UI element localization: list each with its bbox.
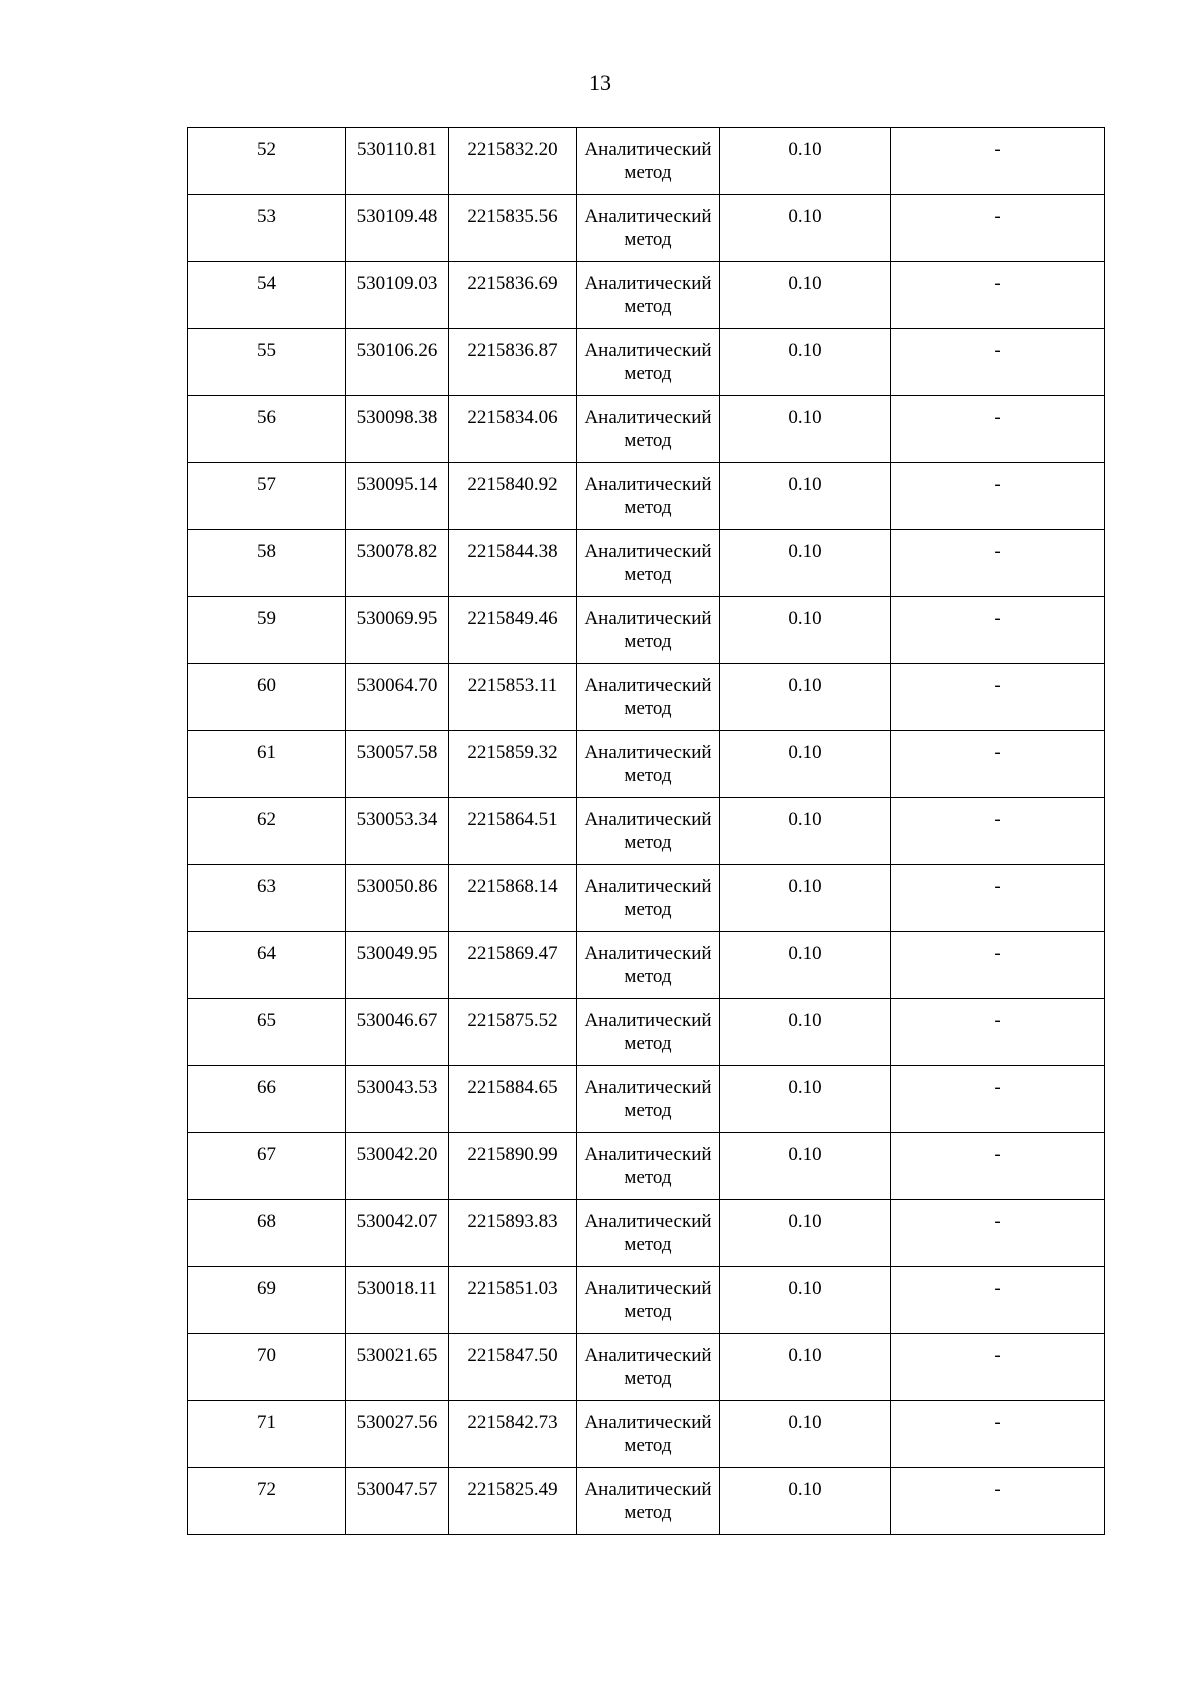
method-label-line2: метод [624, 430, 672, 451]
method-cell [577, 128, 720, 195]
method-label-line2: метод [624, 363, 672, 384]
y-coordinate-cell: 2215849.46 [449, 597, 577, 664]
x-coordinate-cell: 530095.14 [346, 463, 449, 530]
x-coordinate-cell: 530027.56 [346, 1401, 449, 1468]
point-number-cell: 54 [188, 262, 346, 329]
accuracy-cell: 0.10 [720, 798, 891, 865]
method-label-line1: Аналитический [584, 474, 712, 495]
accuracy-cell: 0.10 [720, 463, 891, 530]
note-cell: - [891, 128, 1105, 195]
coordinates-table-body [188, 128, 1105, 1535]
method-cell [577, 1468, 720, 1535]
method-label-line1: Аналитический [584, 139, 712, 160]
table-row [188, 195, 1105, 262]
point-number-cell: 67 [188, 1133, 346, 1200]
x-coordinate-cell: 530078.82 [346, 530, 449, 597]
method-cell [577, 597, 720, 664]
point-number-cell: 56 [188, 396, 346, 463]
method-label-line1: Аналитический [584, 1077, 712, 1098]
coordinates-table [187, 127, 1105, 1535]
method-label-line1: Аналитический [584, 1211, 712, 1232]
point-number-cell: 70 [188, 1334, 346, 1401]
point-number-cell: 65 [188, 999, 346, 1066]
method-label-line2: метод [624, 1502, 672, 1523]
accuracy-cell: 0.10 [720, 664, 891, 731]
note-cell: - [891, 999, 1105, 1066]
accuracy-cell: 0.10 [720, 1200, 891, 1267]
point-number-cell: 61 [188, 731, 346, 798]
accuracy-cell: 0.10 [720, 262, 891, 329]
method-label-line2: метод [624, 899, 672, 920]
accuracy-cell: 0.10 [720, 731, 891, 798]
note-cell: - [891, 262, 1105, 329]
point-number-cell: 53 [188, 195, 346, 262]
x-coordinate-cell: 530042.20 [346, 1133, 449, 1200]
y-coordinate-cell: 2215842.73 [449, 1401, 577, 1468]
x-coordinate-cell: 530047.57 [346, 1468, 449, 1535]
note-cell: - [891, 530, 1105, 597]
point-number-cell: 59 [188, 597, 346, 664]
accuracy-cell: 0.10 [720, 1334, 891, 1401]
table-row [188, 1334, 1105, 1401]
x-coordinate-cell: 530042.07 [346, 1200, 449, 1267]
x-coordinate-cell: 530109.03 [346, 262, 449, 329]
x-coordinate-cell: 530021.65 [346, 1334, 449, 1401]
table-row [188, 329, 1105, 396]
method-label-line1: Аналитический [584, 1345, 712, 1366]
note-cell: - [891, 1133, 1105, 1200]
y-coordinate-cell: 2215859.32 [449, 731, 577, 798]
y-coordinate-cell: 2215853.11 [449, 664, 577, 731]
note-cell: - [891, 1267, 1105, 1334]
note-cell: - [891, 932, 1105, 999]
accuracy-cell: 0.10 [720, 597, 891, 664]
point-number-cell: 52 [188, 128, 346, 195]
y-coordinate-cell: 2215851.03 [449, 1267, 577, 1334]
method-label-line2: метод [624, 1435, 672, 1456]
x-coordinate-cell: 530069.95 [346, 597, 449, 664]
method-label-line1: Аналитический [584, 876, 712, 897]
table-row [188, 396, 1105, 463]
point-number-cell: 63 [188, 865, 346, 932]
method-label-line1: Аналитический [584, 943, 712, 964]
table-row [188, 1401, 1105, 1468]
y-coordinate-cell: 2215875.52 [449, 999, 577, 1066]
method-cell [577, 1401, 720, 1468]
method-label-line1: Аналитический [584, 1278, 712, 1299]
accuracy-cell: 0.10 [720, 1468, 891, 1535]
y-coordinate-cell: 2215847.50 [449, 1334, 577, 1401]
method-label-line1: Аналитический [584, 608, 712, 629]
accuracy-cell: 0.10 [720, 1066, 891, 1133]
method-cell [577, 798, 720, 865]
table-row [188, 731, 1105, 798]
table-row [188, 262, 1105, 329]
method-cell [577, 1133, 720, 1200]
accuracy-cell: 0.10 [720, 1133, 891, 1200]
method-label-line2: метод [624, 832, 672, 853]
y-coordinate-cell: 2215844.38 [449, 530, 577, 597]
method-label-line2: метод [624, 1368, 672, 1389]
note-cell: - [891, 731, 1105, 798]
method-label-line1: Аналитический [584, 340, 712, 361]
accuracy-cell: 0.10 [720, 1267, 891, 1334]
table-row [188, 999, 1105, 1066]
y-coordinate-cell: 2215836.69 [449, 262, 577, 329]
note-cell: - [891, 329, 1105, 396]
table-row [188, 1200, 1105, 1267]
y-coordinate-cell: 2215835.56 [449, 195, 577, 262]
table-row [188, 1267, 1105, 1334]
method-label-line2: метод [624, 1234, 672, 1255]
accuracy-cell: 0.10 [720, 530, 891, 597]
note-cell: - [891, 1334, 1105, 1401]
point-number-cell: 64 [188, 932, 346, 999]
method-cell [577, 396, 720, 463]
x-coordinate-cell: 530106.26 [346, 329, 449, 396]
method-label-line2: метод [624, 296, 672, 317]
point-number-cell: 66 [188, 1066, 346, 1133]
note-cell: - [891, 664, 1105, 731]
accuracy-cell: 0.10 [720, 396, 891, 463]
method-label-line1: Аналитический [584, 1144, 712, 1165]
y-coordinate-cell: 2215864.51 [449, 798, 577, 865]
accuracy-cell: 0.10 [720, 128, 891, 195]
accuracy-cell: 0.10 [720, 1401, 891, 1468]
x-coordinate-cell: 530049.95 [346, 932, 449, 999]
method-cell [577, 1066, 720, 1133]
method-cell [577, 195, 720, 262]
method-label-line2: метод [624, 1301, 672, 1322]
method-cell [577, 530, 720, 597]
method-label-line1: Аналитический [584, 1010, 712, 1031]
table-row [188, 597, 1105, 664]
method-label-line1: Аналитический [584, 675, 712, 696]
method-cell [577, 731, 720, 798]
x-coordinate-cell: 530050.86 [346, 865, 449, 932]
y-coordinate-cell: 2215840.92 [449, 463, 577, 530]
x-coordinate-cell: 530110.81 [346, 128, 449, 195]
accuracy-cell: 0.10 [720, 329, 891, 396]
y-coordinate-cell: 2215868.14 [449, 865, 577, 932]
x-coordinate-cell: 530057.58 [346, 731, 449, 798]
method-cell [577, 1334, 720, 1401]
x-coordinate-cell: 530109.48 [346, 195, 449, 262]
point-number-cell: 60 [188, 664, 346, 731]
page-number: 13 [589, 70, 611, 95]
method-cell [577, 463, 720, 530]
table-row [188, 128, 1105, 195]
point-number-cell: 57 [188, 463, 346, 530]
note-cell: - [891, 1468, 1105, 1535]
method-label-line2: метод [624, 698, 672, 719]
method-label-line2: метод [624, 162, 672, 183]
point-number-cell: 71 [188, 1401, 346, 1468]
accuracy-cell: 0.10 [720, 195, 891, 262]
table-row [188, 932, 1105, 999]
y-coordinate-cell: 2215869.47 [449, 932, 577, 999]
method-label-line2: метод [624, 497, 672, 518]
method-label-line1: Аналитический [584, 541, 712, 562]
table-row [188, 865, 1105, 932]
accuracy-cell: 0.10 [720, 932, 891, 999]
method-label-line2: метод [624, 1100, 672, 1121]
method-label-line2: метод [624, 966, 672, 987]
note-cell: - [891, 1200, 1105, 1267]
y-coordinate-cell: 2215832.20 [449, 128, 577, 195]
table-row [188, 530, 1105, 597]
y-coordinate-cell: 2215836.87 [449, 329, 577, 396]
note-cell: - [891, 463, 1105, 530]
note-cell: - [891, 865, 1105, 932]
y-coordinate-cell: 2215884.65 [449, 1066, 577, 1133]
point-number-cell: 62 [188, 798, 346, 865]
point-number-cell: 58 [188, 530, 346, 597]
y-coordinate-cell: 2215893.83 [449, 1200, 577, 1267]
x-coordinate-cell: 530046.67 [346, 999, 449, 1066]
table-row [188, 664, 1105, 731]
point-number-cell: 69 [188, 1267, 346, 1334]
method-cell [577, 865, 720, 932]
method-cell [577, 262, 720, 329]
table-row [188, 1066, 1105, 1133]
point-number-cell: 55 [188, 329, 346, 396]
table-row [188, 1133, 1105, 1200]
method-label-line1: Аналитический [584, 742, 712, 763]
method-label-line1: Аналитический [584, 273, 712, 294]
method-cell [577, 329, 720, 396]
note-cell: - [891, 396, 1105, 463]
method-cell [577, 932, 720, 999]
x-coordinate-cell: 530053.34 [346, 798, 449, 865]
method-label-line2: метод [624, 564, 672, 585]
y-coordinate-cell: 2215834.06 [449, 396, 577, 463]
method-label-line2: метод [624, 229, 672, 250]
point-number-cell: 68 [188, 1200, 346, 1267]
method-cell [577, 999, 720, 1066]
y-coordinate-cell: 2215825.49 [449, 1468, 577, 1535]
note-cell: - [891, 597, 1105, 664]
method-label-line1: Аналитический [584, 407, 712, 428]
method-cell [577, 1267, 720, 1334]
method-label-line1: Аналитический [584, 1412, 712, 1433]
table-row [188, 798, 1105, 865]
note-cell: - [891, 1401, 1105, 1468]
method-label-line2: метод [624, 765, 672, 786]
method-cell [577, 664, 720, 731]
method-label-line2: метод [624, 1167, 672, 1188]
method-cell [577, 1200, 720, 1267]
accuracy-cell: 0.10 [720, 999, 891, 1066]
method-label-line1: Аналитический [584, 809, 712, 830]
method-label-line1: Аналитический [584, 206, 712, 227]
y-coordinate-cell: 2215890.99 [449, 1133, 577, 1200]
table-row [188, 463, 1105, 530]
note-cell: - [891, 195, 1105, 262]
method-label-line1: Аналитический [584, 1479, 712, 1500]
table-row [188, 1468, 1105, 1535]
x-coordinate-cell: 530018.11 [346, 1267, 449, 1334]
x-coordinate-cell: 530098.38 [346, 396, 449, 463]
point-number-cell: 72 [188, 1468, 346, 1535]
x-coordinate-cell: 530043.53 [346, 1066, 449, 1133]
method-label-line2: метод [624, 1033, 672, 1054]
method-label-line2: метод [624, 631, 672, 652]
note-cell: - [891, 798, 1105, 865]
x-coordinate-cell: 530064.70 [346, 664, 449, 731]
accuracy-cell: 0.10 [720, 865, 891, 932]
note-cell: - [891, 1066, 1105, 1133]
